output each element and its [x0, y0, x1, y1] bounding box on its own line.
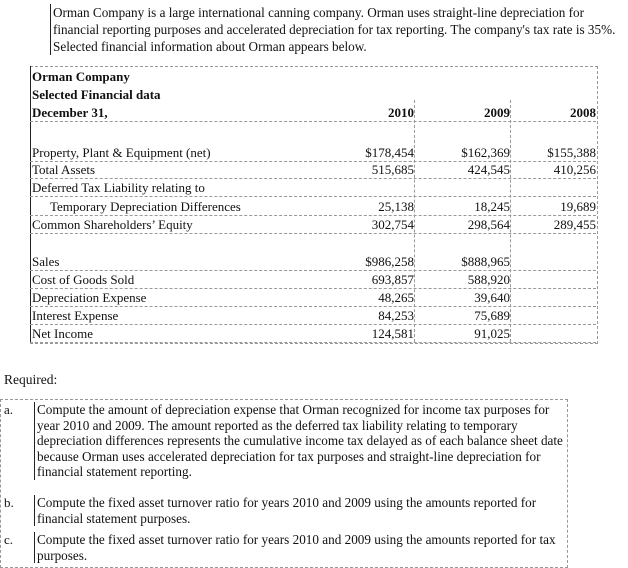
- row-label: Total Assets: [32, 162, 96, 177]
- row-label: Depreciation Expense: [32, 290, 147, 305]
- question-text: Compute the fixed asset turnover ratio for years 2010 and 2009 using the amounts reported for financial statement purposes.: [34, 495, 569, 526]
- row-label: Common Shareholders’ Equity: [32, 217, 193, 232]
- cell-2009: 75,689: [474, 308, 510, 323]
- table-row: [30, 325, 596, 343]
- table-row: [30, 179, 596, 197]
- cell-2009: 298,564: [467, 217, 510, 232]
- table-row: [30, 216, 596, 234]
- table-title-row: [30, 86, 596, 103]
- table-row: [30, 198, 596, 216]
- table-row: [30, 271, 596, 289]
- table-title-date: December 31,: [32, 105, 108, 120]
- row-label: Sales: [32, 254, 60, 269]
- cell-2010: 84,253: [378, 308, 414, 323]
- cell-2009: $888,965: [461, 254, 510, 269]
- cell-2010: 48,265: [378, 290, 414, 305]
- cell-2009: $162,369: [461, 145, 510, 160]
- cell-2009: 39,640: [474, 290, 510, 305]
- question-letter: a.: [4, 402, 14, 417]
- cell-2010: 693,857: [371, 272, 414, 287]
- cell-2009: 588,920: [467, 272, 510, 287]
- cell-2009: 18,245: [474, 199, 510, 214]
- cell-2008: $155,388: [547, 145, 596, 160]
- cell-2008: 410,256: [553, 162, 596, 177]
- cell-2010: 515,685: [371, 162, 414, 177]
- table-row: [30, 144, 596, 162]
- table-row: [30, 307, 596, 325]
- cell-2010: 25,138: [378, 199, 414, 214]
- question-letter: b.: [4, 495, 14, 510]
- year-header: 2009: [484, 105, 510, 120]
- table-header-row: [30, 104, 596, 122]
- table-row: [30, 253, 596, 271]
- row-label: Deferred Tax Liability relating to: [32, 180, 205, 195]
- cell-2010: 302,754: [371, 217, 414, 232]
- table-row: [30, 289, 596, 307]
- row-label: Interest Expense: [32, 308, 119, 323]
- row-label: Net Income: [32, 326, 94, 341]
- row-label: Property, Plant & Equipment (net): [32, 145, 211, 160]
- table-title-subtitle: Selected Financial data: [32, 87, 161, 102]
- cell-2010: 124,581: [371, 326, 414, 341]
- question-letter: c.: [4, 532, 14, 547]
- row-label: Temporary Depreciation Differences: [50, 199, 241, 214]
- question-text: Compute the fixed asset turnover ratio for years 2010 and 2009 using the amounts reported for tax purposes.: [34, 532, 569, 563]
- row-label: Cost of Goods Sold: [32, 272, 135, 287]
- table-row: [30, 161, 596, 179]
- cell-2009: 91,025: [474, 326, 510, 341]
- required-heading: Required:: [4, 372, 58, 387]
- year-header: 2010: [388, 105, 414, 120]
- question-text: Compute the amount of depreciation expense that Orman recognized for income tax purposes for year 2010 and 2009. The amount reported as the deferred tax liability relating to temporary depreciation differences represents the cumulative income tax delayed as of each balance sheet date because Orman uses accelerated depreciation for tax purposes and straight-line depreciation for financial statement reporting.: [34, 402, 569, 480]
- cell-2008: 289,455: [553, 217, 596, 232]
- intro-paragraph: Orman Company is a large international canning company. Orman uses straight-line depreciation for financial reporting purposes and accelerated depreciation for tax reporting. The company's tax rate is 35%. Selected financial information about Orman appears below.: [50, 4, 627, 55]
- cell-2010: $986,258: [365, 254, 414, 269]
- table-title-company: Orman Company: [32, 69, 130, 84]
- cell-2008: 19,689: [560, 199, 596, 214]
- cell-2009: 424,545: [467, 162, 510, 177]
- year-header: 2008: [570, 105, 596, 120]
- cell-2010: $178,454: [365, 145, 414, 160]
- table-title-row: [30, 68, 596, 85]
